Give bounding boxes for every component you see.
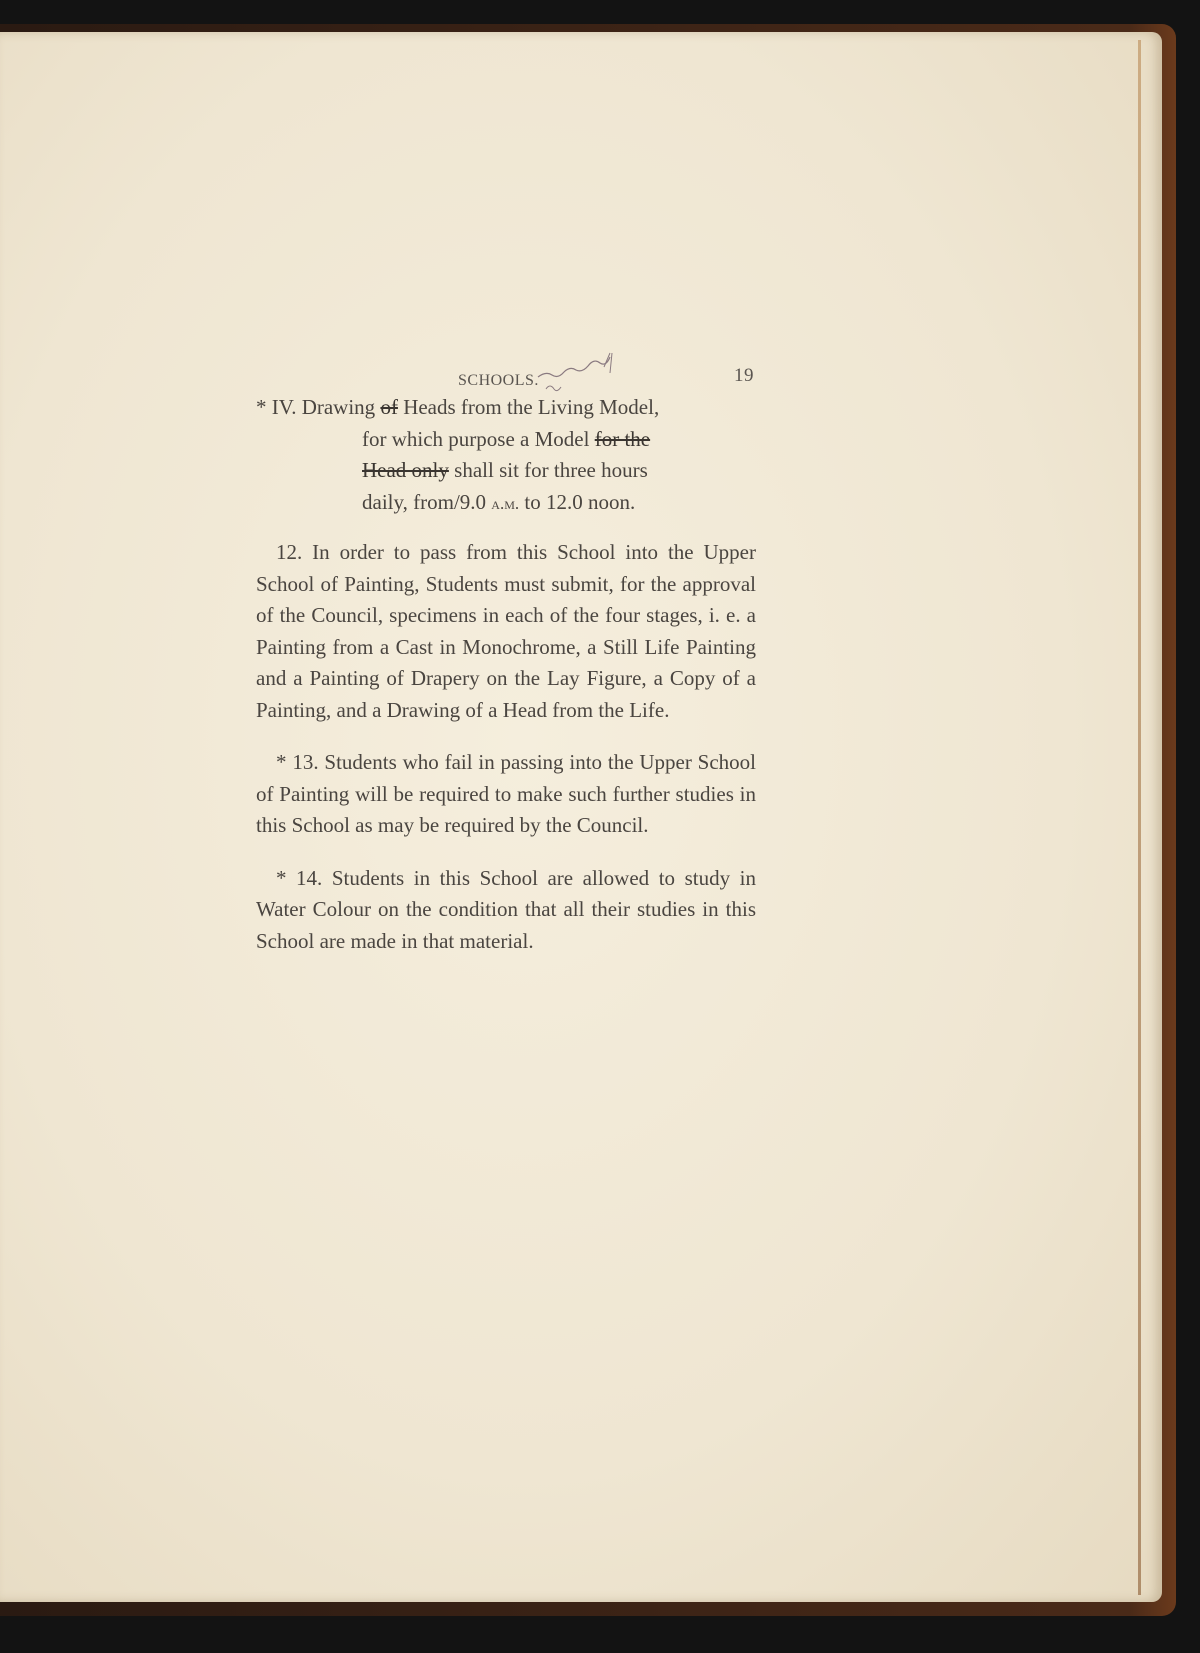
handwritten-annotation-mark [536, 345, 656, 395]
item-iv-text: Heads from the Living Model, [403, 395, 660, 419]
page-number: 19 [734, 365, 754, 386]
item-iv-line-3 [256, 455, 756, 487]
item-iv-line-4 [256, 487, 756, 520]
item-iv-line-1 [256, 392, 756, 424]
page-edge-gilt [1138, 40, 1141, 1595]
item-iv-text: Drawing [301, 395, 376, 419]
item-iv [256, 392, 756, 519]
running-head-title: SCHOOLS. [458, 372, 539, 389]
handwritten-slash: / [453, 489, 460, 514]
page-text-block [256, 360, 756, 978]
item-iv-text: for which purpose a Model [362, 426, 590, 451]
paragraph-12: 12. In order to pass from this School into the Upper School of Painting, Students must submit, for the approval of the Council, specimens in each of the four stages, i. e. a Painting from a Cast in Monochrome, a Still Life Painting and a Painting of Drapery on the Lay Figure, a Copy of a Painting, and a Drawing of a Head from the Life. [256, 540, 756, 722]
item-iv-text: to 12.0 noon. [524, 489, 636, 514]
item-iv-text: daily, from [362, 489, 454, 514]
struck-words: Head only [362, 458, 449, 482]
running-head [256, 360, 756, 389]
item-iv-time: 9.0 [459, 489, 487, 514]
item-iv-am: a.m. [491, 493, 520, 513]
paragraph-13: * 13. Students who fail in passing into the Upper School of Painting will be required to make such further studies in this School as may be required by the Council. [256, 750, 756, 837]
struck-words: for the [594, 426, 651, 451]
item-iv-marker: * IV. [256, 395, 297, 419]
item-iv-line-2 [256, 424, 756, 456]
paragraph-14: * 14. Students in this School are allowed to study in Water Colour on the condition that all their studies in this School are made in that material. [256, 865, 756, 953]
item-iv-text: shall sit for three hours [454, 458, 648, 482]
struck-word: of [380, 395, 398, 419]
